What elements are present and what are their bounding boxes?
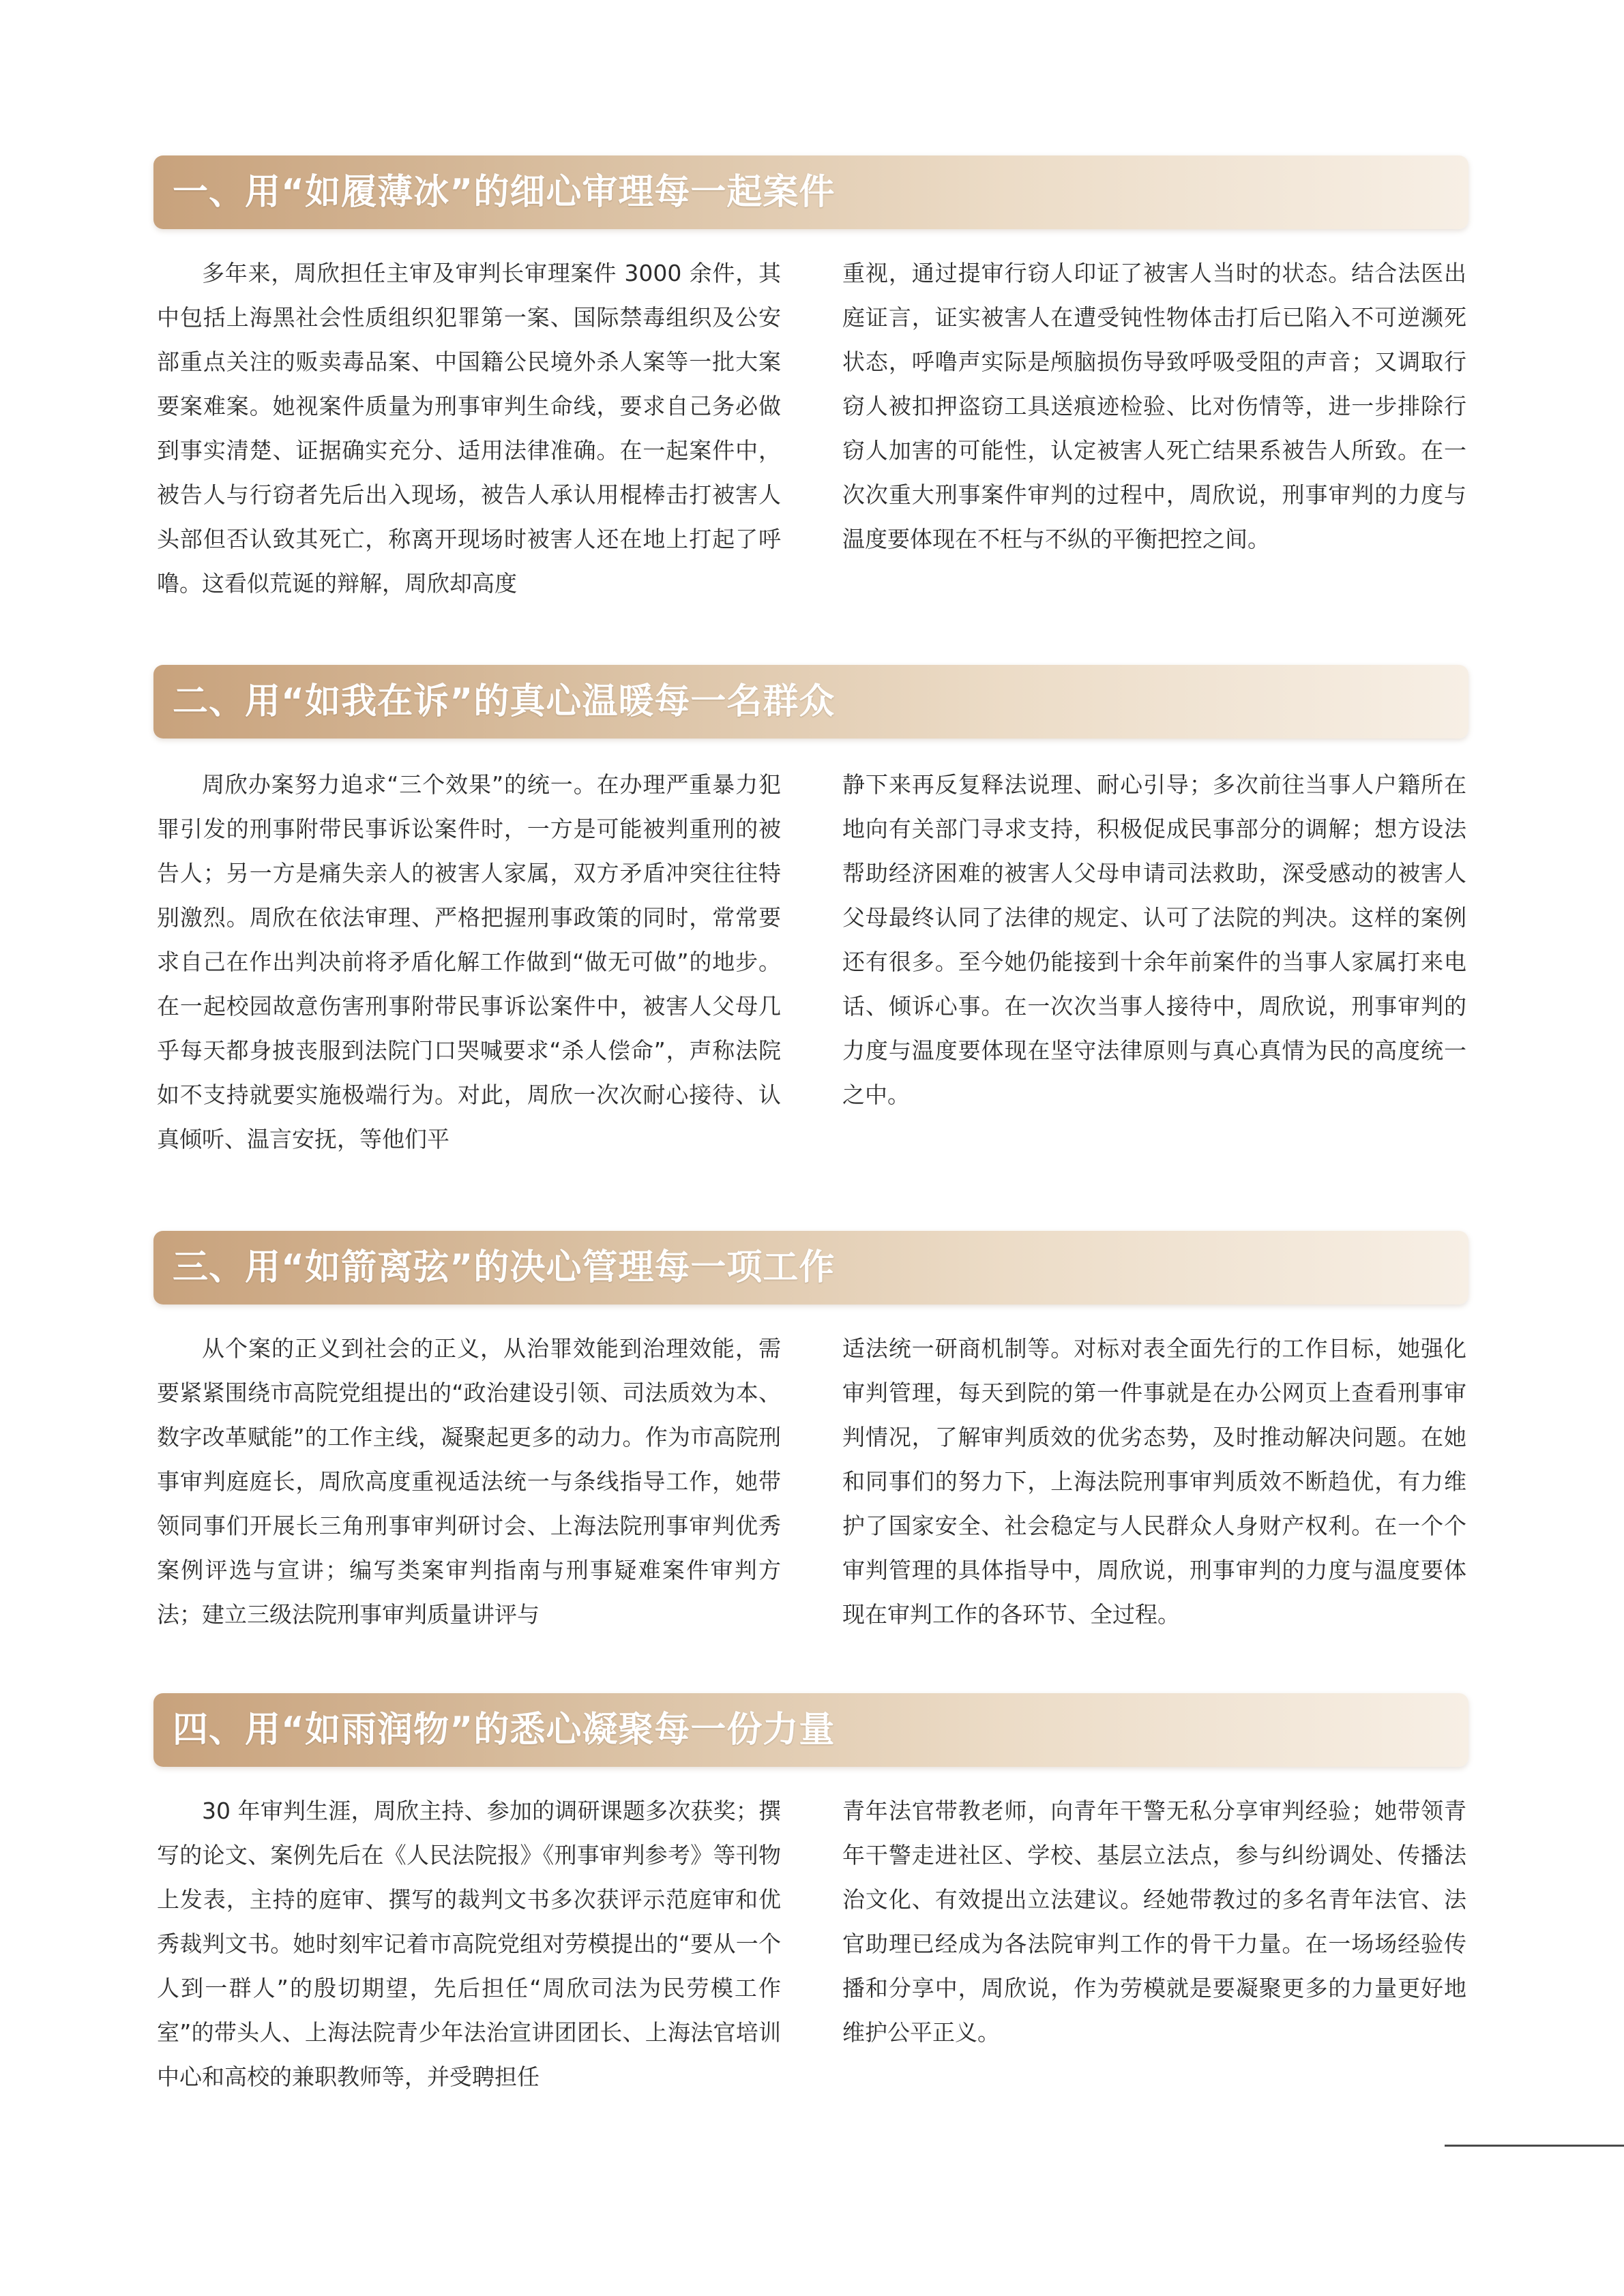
left-column-text: 多年来，周欣担任主审及审判长审理案件 3000 余件，其中包括上海黑社会性质组织犯罪第一案、国际禁毒组织及公安部重点关注的贩卖毒品案、中国籍公民境外杀人案等一批大案要案难案。她视案件质量为刑事审判生命线，要求自己务必做到事实清楚、证据确实充分、适用法律准确。在一起案件中，被告人与行窃者先后出入现场，被告人承认用棍棒击打被害人头部但否认致其死亡，称离开现场时被害人还在地上打起了呼噜。这看似荒诞的辩解，周欣却高度 — [157, 260, 781, 597]
left-column-text: 从个案的正义到社会的正义，从治罪效能到治理效能，需要紧紧围绕市高院党组提出的“政治建设引领、司法质效为本、数字改革赋能”的工作主线，凝聚起更多的动力。作为市高院刑事审判庭庭长，周欣高度重视适法统一与条线指导工作，她带领同事们开展长三角刑事审判研讨会、上海法院刑事审判优秀案例评选与宣讲；编写类案审判指南与刑事疑难案件审判方法；建立三级法院刑事审判质量讲评与 — [157, 1335, 781, 1628]
section-banner — [153, 155, 1468, 229]
right-column-text: 静下来再反复释法说理、耐心引导；多次前往当事人户籍所在地向有关部门寻求支持，积极促成民事部分的调解；想方设法帮助经济困难的被害人父母申请司法救助，深受感动的被害人父母最终认同了法律的规定、认可了法院的判决。这样的案例还有很多。至今她仍能接到十余年前案件的当事人家属打来电话、倾诉心事。在一次次当事人接待中，周欣说，刑事审判的力度与温度要体现在坚守法律原则与真心真情为民的高度统一之中。 — [842, 771, 1466, 1108]
section-banner — [153, 665, 1468, 739]
section-banner — [153, 1231, 1468, 1304]
section-title: 三、用“如箭离弦”的决心管理每一项工作 — [173, 1247, 836, 1288]
section-title: 四、用“如雨润物”的悉心凝聚每一份力量 — [173, 1710, 836, 1750]
right-column-text: 适法统一研商机制等。对标对表全面先行的工作目标，她强化审判管理，每天到院的第一件事就是在办公网页上查看刑事审判情况，了解审判质效的优劣态势，及时推动解决问题。在她和同事们的努力下，上海法院刑事审判质效不断趋优，有力维护了国家安全、社会稳定与人民群众人身财产权利。在一个个审判管理的具体指导中，周欣说，刑事审判的力度与温度要体现在审判工作的各环节、全过程。 — [842, 1335, 1466, 1628]
footer-rule — [1445, 2145, 1624, 2147]
left-column-text: 30 年审判生涯，周欣主持、参加的调研课题多次获奖；撰写的论文、案例先后在《人民法院报》《刑事审判参考》等刊物上发表，主持的庭审、撰写的裁判文书多次获评示范庭审和优秀裁判文书。她时刻牢记着市高院党组对劳模提出的“要从一个人到一群人”的殷切期望，先后担任“周欣司法为民劳模工作室”的带头人、上海法院青少年法治宣讲团团长、上海法官培训中心和高校的兼职教师等，并受聘担任 — [157, 1798, 781, 2090]
section-title: 二、用“如我在诉”的真心温暖每一名群众 — [173, 681, 836, 722]
right-column-text: 青年法官带教老师，向青年干警无私分享审判经验；她带领青年干警走进社区、学校、基层立法点，参与纠纷调处、传播法治文化、有效提出立法建议。经她带教过的多名青年法官、法官助理已经成为各法院审判工作的骨干力量。在一场场经验传播和分享中，周欣说，作为劳模就是要凝聚更多的力量更好地维护公平正义。 — [842, 1798, 1466, 2046]
section-title: 一、用“如履薄冰”的细心审理每一起案件 — [173, 172, 836, 213]
left-column-text: 周欣办案努力追求“三个效果”的统一。在办理严重暴力犯罪引发的刑事附带民事诉讼案件时，一方是可能被判重刑的被告人；另一方是痛失亲人的被害人家属，双方矛盾冲突往往特别激烈。周欣在依法审理、严格把握刑事政策的同时，常常要求自己在作出判决前将矛盾化解工作做到“做无可做”的地步。在一起校园故意伤害刑事附带民事诉讼案件中，被害人父母几乎每天都身披丧服到法院门口哭喊要求“杀人偿命”，声称法院如不支持就要实施极端行为。对此，周欣一次次耐心接待、认真倾听、温言安抚，等他们平 — [157, 771, 781, 1152]
section-banner — [153, 1693, 1468, 1767]
right-column-text: 重视，通过提审行窃人印证了被害人当时的状态。结合法医出庭证言，证实被害人在遭受钝性物体击打后已陷入不可逆濒死状态，呼噜声实际是颅脑损伤导致呼吸受阻的声音；又调取行窃人被扣押盗窃工具送痕迹检验、比对伤情等，进一步排除行窃人加害的可能性，认定被害人死亡结果系被告人所致。在一次次重大刑事案件审判的过程中，周欣说，刑事审判的力度与温度要体现在不枉与不纵的平衡把控之间。 — [842, 260, 1466, 552]
